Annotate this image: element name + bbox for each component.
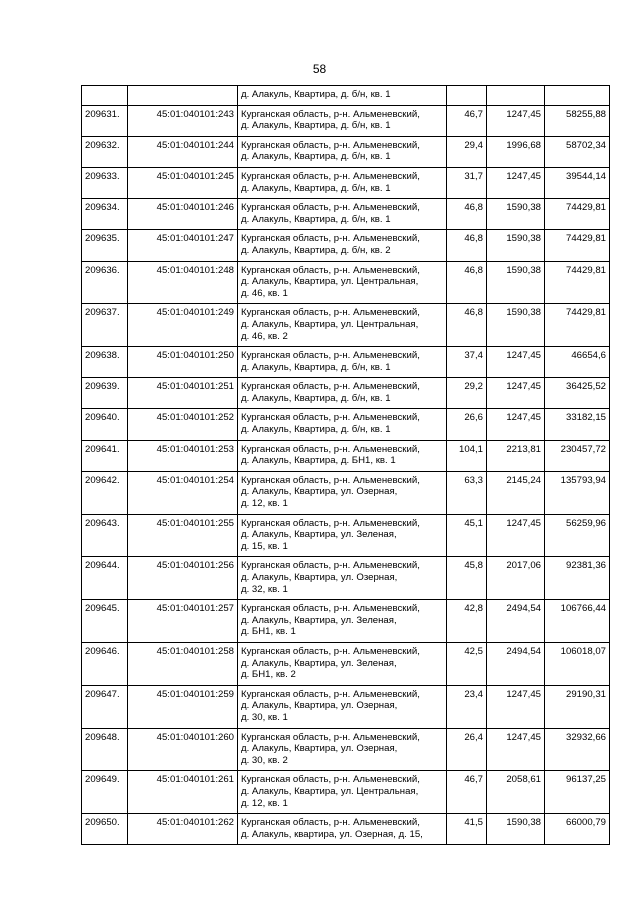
area-cell: 42,5 [447, 642, 487, 685]
cadastral-cost-cell: 74429,81 [545, 230, 610, 261]
area-cell: 29,4 [447, 136, 487, 167]
address-line: д. 46, кв. 2 [241, 330, 288, 342]
area-cell: 46,8 [447, 199, 487, 230]
cadastral-number-cell: 45:01:040101:244 [128, 136, 238, 167]
area-cell: 104,1 [447, 440, 487, 471]
row-number-cell: 209632. [82, 136, 128, 167]
cadastral-number-cell: 45:01:040101:248 [128, 261, 238, 304]
page-number: 58 [312, 62, 327, 76]
cadastral-number-cell: 45:01:040101:253 [128, 440, 238, 471]
address-cell [238, 642, 447, 685]
unit-price-cell: 1247,45 [487, 378, 545, 409]
address-line: Курганская область, р-н. Альменевский, [241, 412, 420, 424]
unit-price-cell: 1590,38 [487, 814, 545, 845]
unit-price-cell: 1590,38 [487, 261, 545, 304]
address-line: Курганская область, р-н. Альменевский, [241, 517, 420, 529]
address-line: д. Алакуль, Квартира, ул. Зеленая, [241, 614, 397, 626]
area-cell: 41,5 [447, 814, 487, 845]
cadastral-cost-cell: 39544,14 [545, 167, 610, 198]
address-line: д. Алакуль, Квартира, д. б/н, кв. 1 [241, 213, 391, 225]
unit-price-cell: 1247,45 [487, 347, 545, 378]
address-line: Курганская область, р-н. Альменевский, [241, 688, 420, 700]
address-line: д. Алакуль, Квартира, ул. Озерная, [241, 572, 398, 583]
cadastral-number-cell: 45:01:040101:259 [128, 685, 238, 728]
unit-price-cell: 1247,45 [487, 105, 545, 136]
address-line: д. БН1, кв. 1 [241, 626, 296, 638]
cadastral-cost-cell: 66000,79 [545, 814, 610, 845]
row-number-cell: 209650. [82, 814, 128, 845]
cadastral-cost-cell: 33182,15 [545, 409, 610, 440]
table-row [82, 378, 610, 409]
cadastral-number-cell: 45:01:040101:250 [128, 347, 238, 378]
address-line: Курганская область, р-н. Альменевский, [241, 731, 420, 743]
cadastral-number-cell: 45:01:040101:252 [128, 409, 238, 440]
area-cell: 29,2 [447, 378, 487, 409]
row-number-cell: 209637. [82, 304, 128, 347]
unit-price-cell: 1247,45 [487, 514, 545, 557]
row-number-cell: 209649. [82, 771, 128, 814]
address-cell [238, 199, 447, 230]
cadastral-number-cell: 45:01:040101:260 [128, 728, 238, 771]
registry-body [82, 86, 610, 845]
cadastral-number-cell: 45:01:040101:243 [128, 105, 238, 136]
cadastral-number-cell: 45:01:040101:254 [128, 471, 238, 514]
cadastral-cost-cell: 74429,81 [545, 304, 610, 347]
unit-price-cell: 2017,06 [487, 557, 545, 600]
cadastral-cost-cell: 135793,94 [545, 471, 610, 514]
address-line: д. Алакуль, Квартира, ул. Озерная, [241, 743, 398, 755]
address-line: Курганская область, р-н. Альменевский, [241, 202, 420, 214]
address-line: д. Алакуль, Квартира, д. б/н, кв. 1 [241, 424, 391, 436]
table-row [82, 642, 610, 685]
table-row [82, 440, 610, 471]
table-row [82, 471, 610, 514]
address-line: Курганская область, р-н. Альменевский, [241, 560, 420, 572]
unit-price-cell: 2494,54 [487, 642, 545, 685]
cadastral-number-cell: 45:01:040101:247 [128, 230, 238, 261]
row-number-cell: 209647. [82, 685, 128, 728]
address-line: Курганская область, р-н. Альменевский, [241, 817, 420, 829]
area-cell: 63,3 [447, 471, 487, 514]
row-number-cell: 209640. [82, 409, 128, 440]
area-cell: 46,8 [447, 261, 487, 304]
cadastral-cost-cell: 96137,25 [545, 771, 610, 814]
row-number-cell: 209645. [82, 600, 128, 643]
address-cell [238, 600, 447, 643]
table-row [82, 199, 610, 230]
cadastral-cost-cell: 230457,72 [545, 440, 610, 471]
row-number-cell: 209643. [82, 514, 128, 557]
row-number-cell: 209631. [82, 105, 128, 136]
area-cell: 26,4 [447, 728, 487, 771]
cadastral-cost-cell [545, 86, 610, 106]
address-cell [238, 771, 447, 814]
address-line: Курганская область, р-н. Альменевский, [241, 108, 420, 120]
unit-price-cell: 1590,38 [487, 230, 545, 261]
address-cell [238, 409, 447, 440]
address-cell [238, 814, 447, 845]
table-row [82, 514, 610, 557]
table-row [82, 728, 610, 771]
address-cell [238, 440, 447, 471]
cadastral-number-cell: 45:01:040101:257 [128, 600, 238, 643]
unit-price-cell: 2213,81 [487, 440, 545, 471]
address-line: д. Алакуль, Квартира, д. б/н, кв. 1 [241, 182, 391, 194]
cadastral-cost-cell: 106766,44 [545, 600, 610, 643]
address-line: Курганская область, р-н. Альменевский, [241, 381, 420, 393]
address-line: д. Алакуль, Квартира, д. б/н, кв. 1 [241, 151, 391, 163]
address-line: Курганская область, р-н. Альменевский, [241, 443, 420, 455]
address-line: д. 30, кв. 1 [241, 711, 288, 723]
address-line: д. Алакуль, Квартира, д. б/н, кв. 2 [241, 244, 391, 256]
area-cell: 46,8 [447, 304, 487, 347]
address-line: д. Алакуль, Квартира, ул. Зеленая, [241, 657, 397, 669]
address-line: Курганская область, р-н. Альменевский, [241, 233, 420, 245]
table-row [82, 230, 610, 261]
cadastral-number-cell: 45:01:040101:261 [128, 771, 238, 814]
area-cell [447, 86, 487, 106]
area-cell: 46,7 [447, 105, 487, 136]
row-number-cell: 209646. [82, 642, 128, 685]
table-row [82, 261, 610, 304]
address-line: д. Алакуль, Квартира, ул. Зеленая, [241, 529, 397, 541]
address-line: д. Алакуль, Квартира, ул. Озерная, [241, 486, 398, 498]
table-row [82, 105, 610, 136]
area-cell: 46,7 [447, 771, 487, 814]
cadastral-cost-cell: 29190,31 [545, 685, 610, 728]
area-cell: 37,4 [447, 347, 487, 378]
unit-price-cell: 1247,45 [487, 409, 545, 440]
area-cell: 42,8 [447, 600, 487, 643]
row-number-cell: 209636. [82, 261, 128, 304]
address-line: Курганская область, р-н. Альменевский, [241, 139, 420, 151]
address-line: д. БН1, кв. 2 [241, 669, 296, 681]
cadastral-cost-cell: 32932,66 [545, 728, 610, 771]
area-cell: 45,8 [447, 557, 487, 600]
address-cell [238, 167, 447, 198]
address-cell [238, 230, 447, 261]
address-line: д. 32, кв. 1 [241, 583, 288, 595]
table-row [82, 167, 610, 198]
row-number-cell: 209634. [82, 199, 128, 230]
address-line: д. 46, кв. 1 [241, 287, 288, 299]
unit-price-cell: 2058,61 [487, 771, 545, 814]
address-line: д. Алакуль, Квартира, д. б/н, кв. 1 [241, 89, 391, 100]
address-line: д. Алакуль, Квартира, ул. Центральная, [241, 785, 419, 797]
address-cell [238, 261, 447, 304]
row-number-cell: 209639. [82, 378, 128, 409]
unit-price-cell: 1996,68 [487, 136, 545, 167]
address-line: д. Алакуль, Квартира, д. б/н, кв. 1 [241, 392, 391, 404]
address-line: Курганская область, р-н. Альменевский, [241, 645, 420, 657]
address-line: д. 12, кв. 1 [241, 797, 288, 809]
cadastral-cost-cell: 58702,34 [545, 136, 610, 167]
table-row [82, 771, 610, 814]
address-line: д. Алакуль, Квартира, д. б/н, кв. 1 [241, 361, 391, 373]
row-number-cell: 209644. [82, 557, 128, 600]
cadastral-number-cell: 45:01:040101:262 [128, 814, 238, 845]
address-line: д. 12, кв. 1 [241, 498, 288, 510]
cadastral-cost-cell: 106018,07 [545, 642, 610, 685]
table-row [82, 557, 610, 600]
address-cell [238, 557, 447, 600]
address-cell [238, 304, 447, 347]
cadastral-number-cell: 45:01:040101:245 [128, 167, 238, 198]
address-cell [238, 105, 447, 136]
address-line: д. Алакуль, Квартира, ул. Центральная, [241, 276, 419, 288]
cadastral-number-cell: 45:01:040101:249 [128, 304, 238, 347]
unit-price-cell [487, 86, 545, 106]
row-number-cell: 209641. [82, 440, 128, 471]
unit-price-cell: 1247,45 [487, 685, 545, 728]
area-cell: 31,7 [447, 167, 487, 198]
area-cell: 26,6 [447, 409, 487, 440]
area-cell: 45,1 [447, 514, 487, 557]
cadastral-cost-cell: 36425,52 [545, 378, 610, 409]
unit-price-cell: 2145,24 [487, 471, 545, 514]
cadastral-number-cell: 45:01:040101:255 [128, 514, 238, 557]
unit-price-cell: 1590,38 [487, 304, 545, 347]
address-line: Курганская область, р-н. Альменевский, [241, 603, 420, 615]
row-number-cell [82, 86, 128, 106]
table-row [82, 304, 610, 347]
cadastral-cost-cell: 92381,36 [545, 557, 610, 600]
table-row [82, 600, 610, 643]
address-cell [238, 86, 447, 106]
table-row [82, 409, 610, 440]
address-line: д. Алакуль, квартира, ул. Озерная, д. 15, [241, 828, 423, 840]
unit-price-cell: 2494,54 [487, 600, 545, 643]
continued-row [82, 86, 610, 106]
address-line: Курганская область, р-н. Альменевский, [241, 170, 420, 182]
address-cell [238, 685, 447, 728]
address-line: д. 30, кв. 2 [241, 754, 288, 766]
table-row [82, 347, 610, 378]
address-cell [238, 136, 447, 167]
table-row [82, 685, 610, 728]
cadastral-number-cell [128, 86, 238, 106]
address-line: д. Алакуль, Квартира, д. б/н, кв. 1 [241, 120, 391, 132]
address-line: Курганская область, р-н. Альменевский, [241, 264, 420, 276]
cadastral-cost-cell: 74429,81 [545, 199, 610, 230]
cadastral-cost-cell: 56259,96 [545, 514, 610, 557]
unit-price-cell: 1247,45 [487, 728, 545, 771]
table-row [82, 814, 610, 845]
area-cell: 23,4 [447, 685, 487, 728]
cadastral-number-cell: 45:01:040101:258 [128, 642, 238, 685]
address-line: Курганская область, р-н. Альменевский, [241, 307, 420, 319]
address-line: д. Алакуль, Квартира, ул. Центральная, [241, 318, 419, 330]
row-number-cell: 209642. [82, 471, 128, 514]
row-number-cell: 209633. [82, 167, 128, 198]
row-number-cell: 209648. [82, 728, 128, 771]
unit-price-cell: 1590,38 [487, 199, 545, 230]
table-row [82, 136, 610, 167]
address-line: д. Алакуль, Квартира, ул. Озерная, [241, 700, 398, 712]
address-line: Курганская область, р-н. Альменевский, [241, 774, 420, 786]
property-registry-table [81, 85, 610, 845]
address-cell [238, 378, 447, 409]
unit-price-cell: 1247,45 [487, 167, 545, 198]
address-cell [238, 728, 447, 771]
address-cell [238, 347, 447, 378]
address-line: д. Алакуль, Квартира, д. БН1, кв. 1 [241, 455, 396, 467]
area-cell: 46,8 [447, 230, 487, 261]
row-number-cell: 209635. [82, 230, 128, 261]
cadastral-number-cell: 45:01:040101:251 [128, 378, 238, 409]
cadastral-number-cell: 45:01:040101:246 [128, 199, 238, 230]
address-cell [238, 514, 447, 557]
row-number-cell: 209638. [82, 347, 128, 378]
address-line: Курганская область, р-н. Альменевский, [241, 350, 420, 362]
address-line: д. 15, кв. 1 [241, 540, 288, 552]
address-line: Курганская область, р-н. Альменевский, [241, 474, 420, 486]
cadastral-number-cell: 45:01:040101:256 [128, 557, 238, 600]
address-cell [238, 471, 447, 514]
cadastral-cost-cell: 74429,81 [545, 261, 610, 304]
cadastral-cost-cell: 58255,88 [545, 105, 610, 136]
cadastral-cost-cell: 46654,6 [545, 347, 610, 378]
